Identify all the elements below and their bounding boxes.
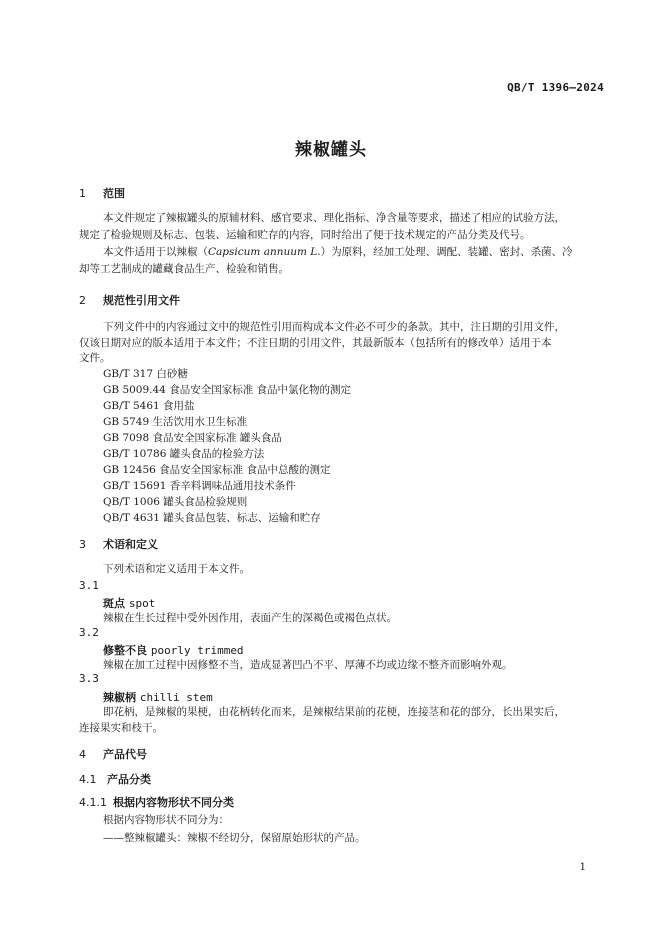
reference-item: QB/T 4631 罐头食品包装、标志、运输和贮存	[103, 512, 321, 524]
section-3-heading	[79, 536, 158, 552]
term-name	[103, 689, 213, 705]
reference-item: QB/T 1006 罐头食品检验规则	[103, 496, 248, 508]
paragraph-line: 本文件规定了辣椒罐头的原辅材料、感官要求、理化指标、净含量等要求，描述了相应的试验方法，	[103, 212, 565, 224]
term-definition: 连接果实和枝干。	[79, 722, 163, 734]
subsection-title: 产品分类	[107, 773, 151, 786]
page-number: 1	[579, 862, 586, 873]
subsubsection-title: 根据内容物形状不同分类	[113, 796, 234, 809]
subsubsection-number: 4.1.1	[79, 796, 107, 809]
paragraph-line: 下列文件中的内容通过文中的规范性引用而构成本文件必不可少的条款。其中，注日期的引用文件，	[103, 321, 565, 333]
term-name	[103, 595, 155, 611]
term-definition: 辣椒在生长过程中受外因作用，表面产生的深褐色或褐色点状。	[103, 612, 397, 624]
reference-item: GB 5749 生活饮用水卫生标准	[103, 416, 248, 428]
term-definition: 即花柄，是辣椒的果梗，由花柄转化而来，是辣椒结果前的花梗，连接茎和花的部分，长出果实后，	[103, 706, 565, 718]
document-title: 辣椒罐头	[295, 140, 367, 160]
subsection-heading	[79, 771, 151, 787]
section-4-heading	[79, 746, 147, 762]
paragraph-line	[103, 244, 573, 260]
term-number: 3.3	[79, 672, 99, 685]
reference-item: GB 5009.44 食品安全国家标准 食品中氯化物的测定	[103, 384, 352, 396]
text-segment: ）为原料，经加工处理、调配、装罐、密封、杀菌、冷	[320, 246, 573, 258]
section-title: 产品代号	[103, 748, 147, 761]
section-title: 术语和定义	[103, 538, 158, 551]
section-title: 规范性引用文件	[103, 294, 180, 307]
section-number: 2	[79, 294, 86, 307]
term-name	[103, 642, 244, 658]
reference-item: GB 7098 食品安全国家标准 罐头食品	[103, 432, 282, 444]
latin-name: Capsicum annuum L.	[208, 246, 321, 258]
term-zh: 斑点	[103, 597, 125, 610]
standard-code: QB/T 1396—2024	[507, 81, 604, 94]
term-definition: 辣椒在加工过程中因修整不当，造成显著凹凸不平、厚薄不均或边缘不整齐而影响外观。	[103, 659, 513, 671]
section-title: 范围	[103, 187, 125, 200]
paragraph-line: 根据内容物形状不同分为：	[103, 814, 229, 826]
paragraph-line: 却等工艺制成的罐藏食品生产、检验和销售。	[79, 263, 289, 275]
term-zh: 修整不良	[103, 644, 147, 657]
subsection-number: 4.1	[79, 773, 97, 786]
text-segment: 本文件适用于以辣椒（	[103, 246, 208, 258]
section-2-heading	[79, 292, 180, 308]
subsubsection-heading	[79, 794, 234, 810]
term-en: poorly trimmed	[150, 644, 244, 657]
list-item: ——整辣椒罐头：辣椒不经切分，保留原始形状的产品。	[103, 832, 366, 844]
term-number: 3.2	[79, 626, 99, 639]
paragraph-line: 文件。	[79, 352, 111, 364]
paragraph-line: 仅该日期对应的版本适用于本文件；不注日期的引用文件，其最新版本（包括所有的修改单）适用于本	[79, 337, 552, 349]
reference-item: GB/T 15691 香辛料调味品通用技术条件	[103, 480, 296, 492]
term-zh: 辣椒柄	[103, 691, 136, 704]
section-number: 1	[79, 187, 86, 200]
reference-item: GB/T 5461 食用盐	[103, 400, 195, 412]
section-number: 4	[79, 748, 86, 761]
term-number: 3.1	[79, 579, 99, 592]
paragraph-line: 规定了检验规则及标志、包装、运输和贮存的内容，同时给出了便于技术规定的产品分类及代号。	[79, 229, 531, 241]
section-number: 3	[79, 538, 86, 551]
reference-item: GB/T 317 白砂糖	[103, 368, 188, 380]
reference-item: GB/T 10786 罐头食品的检验方法	[103, 448, 265, 460]
reference-item: GB 12456 食品安全国家标准 食品中总酸的测定	[103, 464, 331, 476]
paragraph-line: 下列术语和定义适用于本文件。	[103, 563, 250, 575]
term-en: spot	[128, 597, 156, 610]
term-en: chilli stem	[139, 691, 213, 704]
section-1-heading	[79, 185, 125, 201]
